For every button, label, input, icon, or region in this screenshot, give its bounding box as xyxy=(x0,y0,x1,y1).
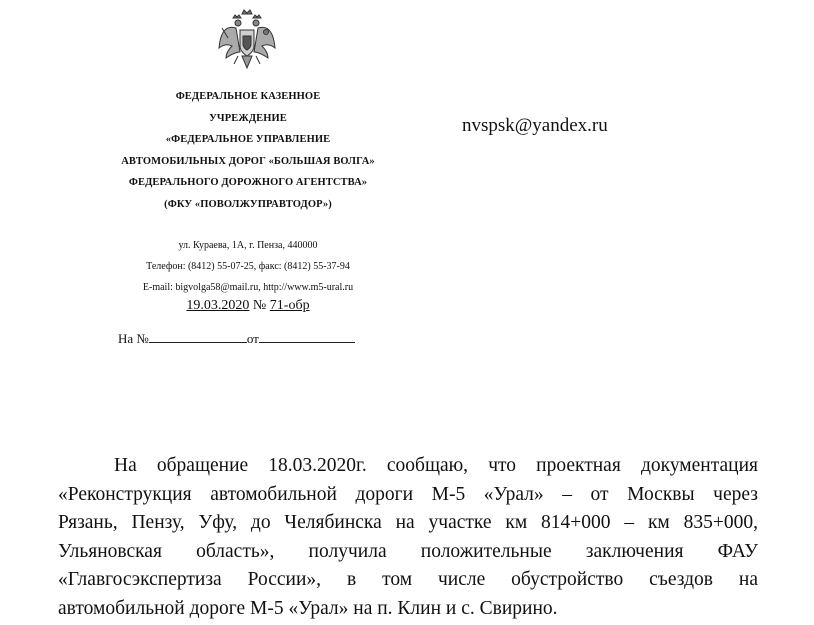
reference-prefix: На № xyxy=(118,331,149,346)
postal-address: ул. Кураева, 1А, г. Пенза, 440000 xyxy=(178,240,318,251)
registration-line xyxy=(98,298,398,314)
body-line: Ульяновская область», получила положительные заключения ФАУ xyxy=(58,540,758,562)
body-line: автомобильной дороге М-5 «Урал» на п. Клин и с. Свирино. xyxy=(58,597,558,619)
reference-number-blank xyxy=(149,330,247,343)
reference-date-blank xyxy=(259,330,355,343)
number-sign: № xyxy=(252,298,267,313)
body-line: «Главгосэкспертиза России», в том числе обустройство съездов на xyxy=(58,569,758,591)
org-line: АВТОМОБИЛЬНЫХ ДОРОГ «БОЛЬШАЯ ВОЛГА» xyxy=(121,155,375,167)
reference-from: от xyxy=(246,331,259,346)
org-line: (ФКУ «ПОВОЛЖУПРАВТОДОР») xyxy=(164,198,332,210)
org-line: УЧРЕЖДЕНИЕ xyxy=(209,112,287,124)
body-line: «Реконструкция автомобильной дороги М-5 «Урал» – от Москвы через xyxy=(58,483,758,505)
org-line: «ФЕДЕРАЛЬНОЕ УПРАВЛЕНИЕ xyxy=(165,134,331,145)
body-line: На обращение 18.03.2020г. сообщаю, что проектная документация xyxy=(114,455,758,476)
letter-body xyxy=(58,452,758,624)
reference-line xyxy=(118,330,355,347)
body-line: Рязань, Пензу, Уфу, до Челябинска на участке км 814+000 – км 835+000, xyxy=(58,512,758,534)
email-web: E-mail: bigvolga58@mail.ru, http://www.m5-ural.ru xyxy=(142,282,354,293)
contact-block xyxy=(98,235,398,298)
organization-name xyxy=(96,86,400,215)
phone-fax: Телефон: (8412) 55-07-25, факс: (8412) 55-37-94 xyxy=(146,261,350,272)
recipient-email: nvspsk@yandex.ru xyxy=(462,115,608,136)
registration-number: 71-обр xyxy=(269,298,310,313)
org-line: ФЕДЕРАЛЬНОЕ КАЗЕННОЕ xyxy=(175,91,321,102)
org-line: ФЕДЕРАЛЬНОГО ДОРОЖНОГО АГЕНТСТВА» xyxy=(128,177,368,188)
registration-date: 19.03.2020 xyxy=(186,298,250,313)
coat-of-arms-emblem xyxy=(216,8,278,72)
